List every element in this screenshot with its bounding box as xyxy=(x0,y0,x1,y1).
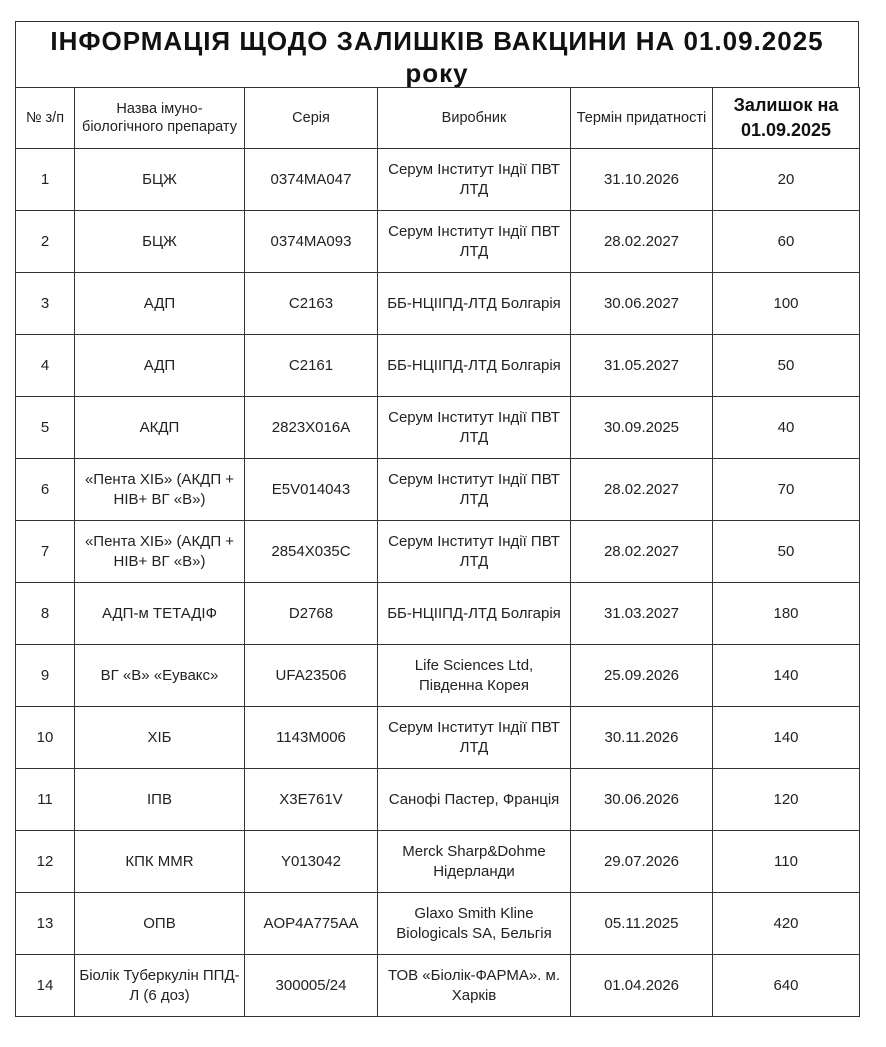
stock-cell: 60 xyxy=(713,211,860,273)
manufacturer-cell: Серум Інститут Індії ПВТ ЛТД xyxy=(378,211,571,273)
expiry-cell: 30.06.2026 xyxy=(571,769,713,831)
row-number: 11 xyxy=(16,769,75,831)
expiry-cell: 30.11.2026 xyxy=(571,707,713,769)
row-number: 5 xyxy=(16,397,75,459)
manufacturer-cell: Серум Інститут Індії ПВТ ЛТД xyxy=(378,149,571,211)
row-number: 3 xyxy=(16,273,75,335)
series-cell: 0374МА093 xyxy=(245,211,378,273)
preparation-name: ВГ «В» «Еувакс» xyxy=(75,645,245,707)
stock-cell: 420 xyxy=(713,893,860,955)
table-row xyxy=(16,707,860,769)
row-number: 10 xyxy=(16,707,75,769)
series-cell: С2161 xyxy=(245,335,378,397)
manufacturer-cell: Санофі Пастер, Франція xyxy=(378,769,571,831)
preparation-name: БЦЖ xyxy=(75,149,245,211)
preparation-name: ОПВ xyxy=(75,893,245,955)
series-cell: UFA23506 xyxy=(245,645,378,707)
preparation-name: АДП xyxy=(75,273,245,335)
preparation-name: АДП-м ТЕТАДІФ xyxy=(75,583,245,645)
stock-cell: 70 xyxy=(713,459,860,521)
table-row xyxy=(16,769,860,831)
col-header-number: № з/п xyxy=(16,88,75,149)
manufacturer-cell: Merck Sharp&Dohme Нідерланди xyxy=(378,831,571,893)
expiry-cell: 25.09.2026 xyxy=(571,645,713,707)
series-cell: 300005/24 xyxy=(245,955,378,1017)
stock-cell: 50 xyxy=(713,521,860,583)
manufacturer-cell: Life Sciences Ltd, Південна Корея xyxy=(378,645,571,707)
row-number: 6 xyxy=(16,459,75,521)
stock-cell: 120 xyxy=(713,769,860,831)
stock-cell: 100 xyxy=(713,273,860,335)
table-row xyxy=(16,645,860,707)
expiry-cell: 29.07.2026 xyxy=(571,831,713,893)
expiry-cell: 30.09.2025 xyxy=(571,397,713,459)
series-cell: Y013042 xyxy=(245,831,378,893)
series-cell: С2163 xyxy=(245,273,378,335)
expiry-cell: 28.02.2027 xyxy=(571,521,713,583)
table-row xyxy=(16,335,860,397)
table-row xyxy=(16,955,860,1017)
table-row xyxy=(16,273,860,335)
row-number: 7 xyxy=(16,521,75,583)
manufacturer-cell: ББ-НЦІІПД-ЛТД Болгарія xyxy=(378,273,571,335)
preparation-name: ХІБ xyxy=(75,707,245,769)
stock-cell: 140 xyxy=(713,707,860,769)
manufacturer-cell: ТОВ «Біолік-ФАРМА». м. Харків xyxy=(378,955,571,1017)
row-number: 1 xyxy=(16,149,75,211)
row-number: 2 xyxy=(16,211,75,273)
series-cell: 2854Х035С xyxy=(245,521,378,583)
col-header-stock: Залишок на 01.09.2025 xyxy=(713,88,860,149)
expiry-cell: 05.11.2025 xyxy=(571,893,713,955)
expiry-cell: 30.06.2027 xyxy=(571,273,713,335)
col-header-series: Серія xyxy=(245,88,378,149)
table-row xyxy=(16,211,860,273)
series-cell: AOP4A775AA xyxy=(245,893,378,955)
manufacturer-cell: Серум Інститут Індії ПВТ ЛТД xyxy=(378,521,571,583)
preparation-name: БЦЖ xyxy=(75,211,245,273)
manufacturer-cell: Glaxo Smith Kline Biologicals SA, Бельгія xyxy=(378,893,571,955)
row-number: 14 xyxy=(16,955,75,1017)
vaccine-stock-sheet xyxy=(15,21,859,1017)
preparation-name: ІПВ xyxy=(75,769,245,831)
series-cell: E5V014043 xyxy=(245,459,378,521)
table-row xyxy=(16,583,860,645)
col-header-expiry: Термін придатності xyxy=(571,88,713,149)
table-row xyxy=(16,521,860,583)
stock-cell: 50 xyxy=(713,335,860,397)
series-cell: D2768 xyxy=(245,583,378,645)
table-row xyxy=(16,397,860,459)
manufacturer-cell: Серум Інститут Індії ПВТ ЛТД xyxy=(378,459,571,521)
document-title: ІНФОРМАЦІЯ ЩОДО ЗАЛИШКІВ ВАКЦИНИ НА 01.09.2025 року xyxy=(15,21,859,87)
table-row xyxy=(16,459,860,521)
series-cell: 2823Х016А xyxy=(245,397,378,459)
table-row xyxy=(16,893,860,955)
table-row xyxy=(16,149,860,211)
expiry-cell: 28.02.2027 xyxy=(571,211,713,273)
row-number: 12 xyxy=(16,831,75,893)
manufacturer-cell: ББ-НЦІІПД-ЛТД Болгарія xyxy=(378,335,571,397)
stock-cell: 20 xyxy=(713,149,860,211)
manufacturer-cell: Серум Інститут Індії ПВТ ЛТД xyxy=(378,707,571,769)
preparation-name: Біолік Туберкулін ППД-Л (6 доз) xyxy=(75,955,245,1017)
col-header-name: Назва імуно-біологічного препарату xyxy=(75,88,245,149)
preparation-name: «Пента ХІБ» (АКДП + НІВ+ ВГ «В») xyxy=(75,459,245,521)
preparation-name: «Пента ХІБ» (АКДП + НІВ+ ВГ «В») xyxy=(75,521,245,583)
expiry-cell: 31.05.2027 xyxy=(571,335,713,397)
series-cell: 1143М006 xyxy=(245,707,378,769)
table-row xyxy=(16,831,860,893)
table-header-row xyxy=(16,88,860,149)
preparation-name: КПК MMR xyxy=(75,831,245,893)
expiry-cell: 31.10.2026 xyxy=(571,149,713,211)
stock-cell: 140 xyxy=(713,645,860,707)
vaccine-stock-table xyxy=(15,87,860,1017)
stock-cell: 40 xyxy=(713,397,860,459)
preparation-name: АДП xyxy=(75,335,245,397)
row-number: 8 xyxy=(16,583,75,645)
stock-cell: 640 xyxy=(713,955,860,1017)
preparation-name: АКДП xyxy=(75,397,245,459)
expiry-cell: 28.02.2027 xyxy=(571,459,713,521)
col-header-manufacturer: Виробник xyxy=(378,88,571,149)
series-cell: X3E761V xyxy=(245,769,378,831)
row-number: 4 xyxy=(16,335,75,397)
manufacturer-cell: Серум Інститут Індії ПВТ ЛТД xyxy=(378,397,571,459)
expiry-cell: 31.03.2027 xyxy=(571,583,713,645)
stock-cell: 110 xyxy=(713,831,860,893)
stock-cell: 180 xyxy=(713,583,860,645)
row-number: 9 xyxy=(16,645,75,707)
series-cell: 0374МА047 xyxy=(245,149,378,211)
expiry-cell: 01.04.2026 xyxy=(571,955,713,1017)
row-number: 13 xyxy=(16,893,75,955)
manufacturer-cell: ББ-НЦІІПД-ЛТД Болгарія xyxy=(378,583,571,645)
